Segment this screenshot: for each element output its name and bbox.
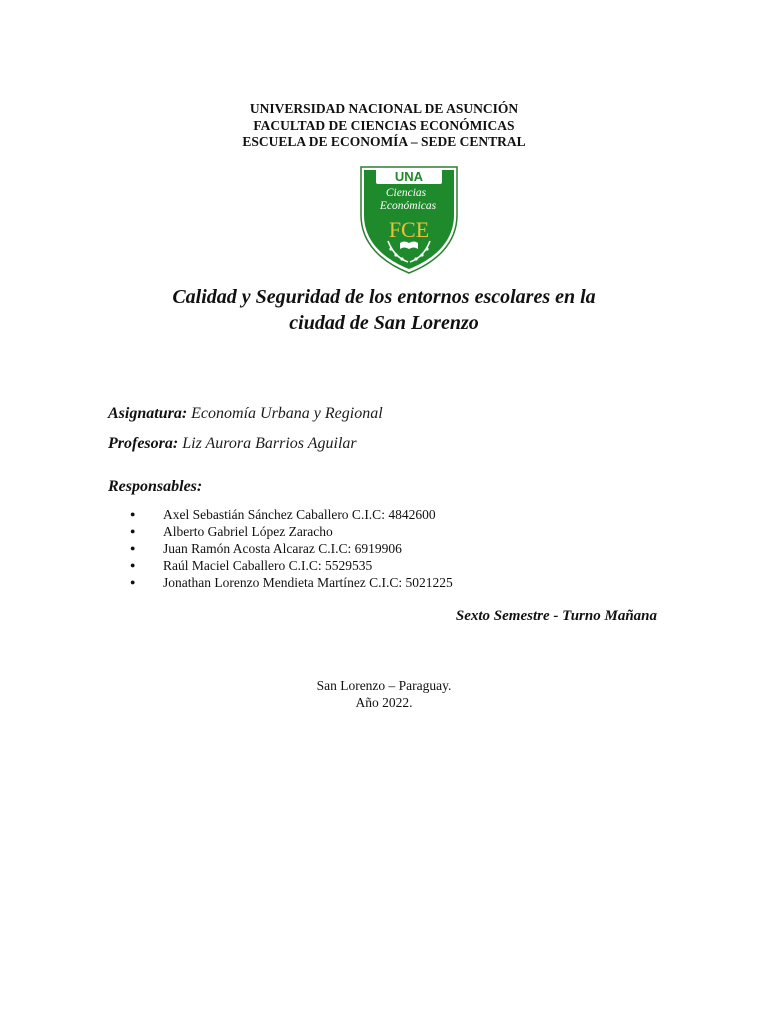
place-and-date	[0, 677, 768, 711]
faculty-name: FACULTAD DE CIENCIAS ECONÓMICAS	[253, 117, 515, 133]
institution-header	[0, 101, 768, 151]
fce-logo	[358, 165, 460, 275]
responsables-label: Responsables:	[108, 478, 203, 495]
city-country: San Lorenzo – Paraguay.	[316, 678, 452, 693]
member-name: Axel Sebastián Sánchez Caballero C.I.C: 4842600	[163, 507, 436, 522]
list-item	[130, 574, 453, 591]
members-list	[130, 506, 453, 591]
university-name: UNIVERSIDAD NACIONAL DE ASUNCIÓN	[249, 101, 519, 116]
title-line-2: ciudad de San Lorenzo	[289, 312, 479, 334]
list-item	[130, 523, 453, 540]
teacher-value: Liz Aurora Barrios Aguilar	[182, 435, 357, 452]
title-line-1: Calidad y Seguridad de los entornos escolares en la	[172, 286, 596, 308]
semester-shift: Sexto Semestre - Turno Mañana	[455, 608, 657, 624]
subject-label: Asignatura:	[108, 405, 188, 422]
subject-value: Economía Urbana y Regional	[191, 405, 383, 422]
logo-line1: Ciencias	[385, 187, 427, 199]
list-item	[130, 557, 453, 574]
member-name: Juan Ramón Acosta Alcaraz C.I.C: 6919906	[163, 541, 402, 556]
logo-initials: FCE	[388, 217, 430, 242]
bullet-icon: ●	[130, 509, 136, 519]
member-name: Raúl Maciel Caballero C.I.C: 5529535	[163, 558, 373, 573]
member-name: Alberto Gabriel López Zaracho	[163, 524, 333, 539]
list-item	[130, 506, 453, 523]
bullet-icon: ●	[130, 526, 136, 536]
list-item	[130, 540, 453, 557]
document-title	[0, 284, 768, 336]
subject-field	[108, 404, 383, 424]
bullet-icon: ●	[130, 543, 136, 553]
teacher-field	[108, 434, 357, 454]
bullet-icon: ●	[130, 560, 136, 570]
logo-line2: Económicas	[379, 200, 437, 212]
una-text: UNA	[394, 169, 424, 184]
school-name: ESCUELA DE ECONOMÍA – SEDE CENTRAL	[242, 134, 526, 149]
year: Año 2022.	[355, 695, 413, 710]
bullet-icon: ●	[130, 577, 136, 587]
teacher-label: Profesora:	[108, 435, 179, 452]
member-name: Jonathan Lorenzo Mendieta Martínez C.I.C: 5021225	[163, 575, 453, 590]
